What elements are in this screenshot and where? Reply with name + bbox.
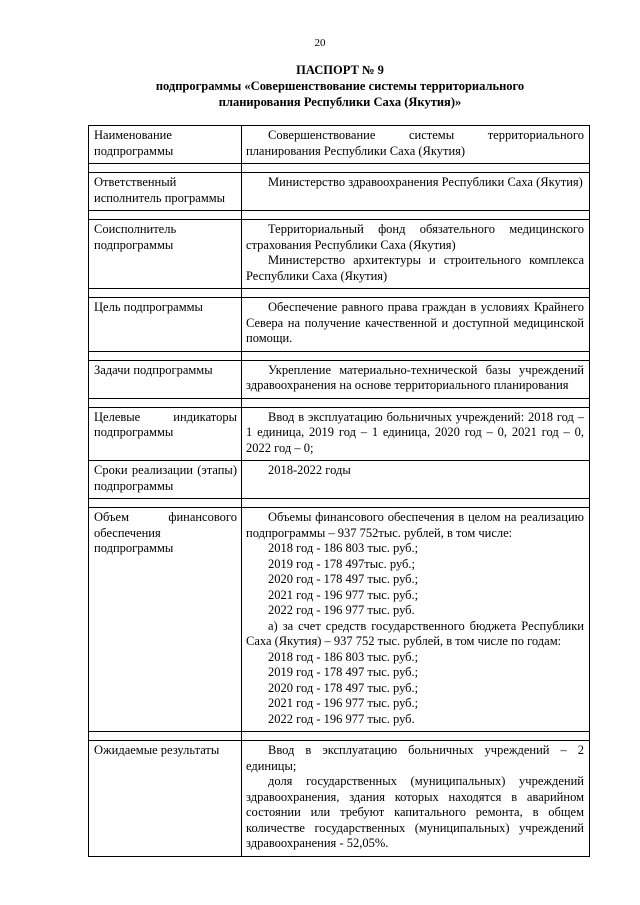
value-paragraph: Укрепление материально-технической базы учреждений здравоохранения на основе территориального планирования [246,362,584,392]
funding-year-line: 2018 год - 186 803 тыс. руб.; [268,541,419,555]
row-value [242,220,590,289]
row-label: Задачи подпрограммы [89,360,242,398]
table-spacer [89,398,590,407]
table-row [89,126,590,164]
funding-sub-year-line: 2022 год - 196 977 тыс. руб. [268,711,415,726]
row-label: Сроки реализации (этапы) подпрограммы [89,461,242,499]
funding-sub-year-line: 2018 год - 186 803 тыс. руб.; [268,649,419,664]
passport-table [88,125,590,857]
row-value [242,741,590,857]
row-value [242,126,590,164]
table-row [89,461,590,499]
table-row [89,407,590,461]
value-paragraph: Совершенствование системы территориального планирования Республики Саха (Якутия) [246,128,584,158]
value-paragraph: Ввод в эксплуатацию больничных учреждений: 2018 год – 1 единица, 2019 год – 1 единица, 2020 год – 0, 2021 год – 0, 2022 год – 0; [246,409,584,455]
row-label: Цель подпрограммы [89,298,242,352]
row-label: Соисполнитель подпрограммы [89,220,242,289]
title-line-2: подпрограммы «Совершенствование системы территориального [155,79,525,93]
funding-intro: Объемы финансового обеспечения в целом на реализацию подпрограммы – 937 752тыс. рублей, в том числе: [246,510,584,540]
funding-sub-intro: а) за счет средств государственного бюджета Республики Саха (Якутия) – 937 752 тыс. рублей, в том числе по годам: [246,618,584,648]
document-title [80,62,600,110]
table-row [89,360,590,398]
row-value [242,173,590,211]
funding-sub-year-line: 2019 год - 178 497 тыс. руб.; [268,665,419,679]
value-paragraph: Территориальный фонд обязательного медицинского страхования Республики Саха (Якутия) [246,222,584,252]
value-paragraph: Обеспечение равного права граждан в условиях Крайнего Севера на получение качественной и доступной медицинской помощи. [246,300,584,345]
table-row [89,220,590,289]
table-spacer [89,351,590,360]
funding-year-line: 2021 год - 196 977 тыс. руб.; [268,587,419,602]
table-spacer [89,499,590,508]
row-value [242,407,590,461]
table-row [89,173,590,211]
row-label: Наименование подпрограммы [89,126,242,164]
table-spacer [89,289,590,298]
table-row [89,298,590,352]
title-line-3: планирования Республики Саха (Якутия)» [218,95,462,109]
funding-sub-year-line: 2020 год - 178 497 тыс. руб.; [268,680,419,695]
table-spacer [89,164,590,173]
row-label: Объем финансового обеспечения подпрограммы [89,508,242,732]
row-label: Ожидаемые результаты [89,741,242,857]
value-paragraph: Министерство архитектуры и строительного комплекса Республики Саха (Якутия) [246,253,584,283]
table-spacer [89,732,590,741]
row-value [242,508,590,732]
row-value [242,298,590,352]
value-paragraph: доля государственных (муниципальных) учреждений здравоохранения, здания которых находятся в аварийном состоянии или требуют капитального ремонта, в общем количестве государственных (муниципальных) учреждений здравоохранения - 52,05%. [246,774,584,850]
table-spacer [89,211,590,220]
title-line-1: ПАСПОРТ № 9 [296,63,384,77]
table-row [89,741,590,857]
row-value [242,360,590,398]
row-value [242,461,590,499]
funding-year-line: 2019 год - 178 497тыс. руб.; [268,556,416,571]
row-label: Целевые индикаторы подпрограммы [89,407,242,461]
page-number: 20 [314,37,326,49]
value-paragraph: Ввод в эксплуатацию больничных учреждений – 2 единицы; [246,743,584,773]
table-row [89,508,590,732]
value-paragraph: Министерство здравоохранения Республики Саха (Якутия) [268,175,583,189]
value-paragraph: 2018-2022 годы [268,463,351,477]
row-label: Ответственный исполнитель программы [89,173,242,211]
funding-year-line: 2022 год - 196 977 тыс. руб. [268,603,415,617]
funding-sub-year-line: 2021 год - 196 977 тыс. руб.; [268,696,419,710]
funding-year-line: 2020 год - 178 497 тыс. руб.; [268,572,419,586]
